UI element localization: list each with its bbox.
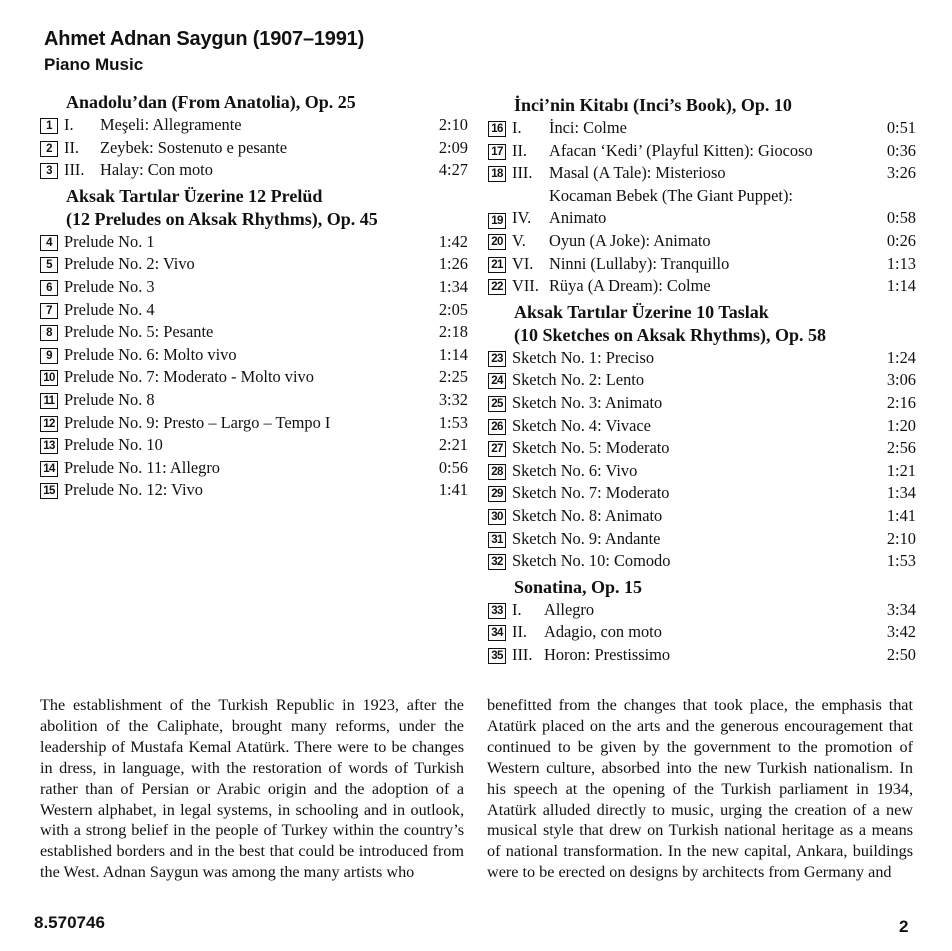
track-number-badge: 25 [488, 396, 506, 412]
track-duration: 3:34 [886, 599, 916, 619]
track-number-badge: 14 [40, 461, 58, 477]
track-title-text: Prelude No. 6: Molto vivo [64, 344, 237, 364]
album-subtitle: Piano Music [44, 55, 144, 74]
track-number-badge: 22 [488, 279, 506, 295]
track-title-text: Prelude No. 2: Vivo [64, 254, 195, 274]
movement-numeral: III. [64, 160, 85, 180]
track-title [512, 415, 887, 438]
track-title-text: Allegro [544, 599, 595, 619]
track-duration: 2:10 [886, 528, 916, 548]
track-title [64, 412, 439, 435]
track-number-badge: 10 [40, 370, 58, 386]
inci-track-list [488, 117, 916, 298]
track-row [488, 599, 916, 622]
track-number-badge: 13 [40, 438, 58, 454]
track-duration: 1:21 [886, 460, 916, 480]
track-duration: 1:13 [886, 253, 916, 273]
track-title-text: Prelude No. 7: Moderato - Molto vivo [64, 367, 314, 387]
track-duration: 1:41 [886, 505, 916, 525]
track-row [40, 114, 468, 137]
track-number-badge: 27 [488, 441, 506, 457]
track-title-text: Horon: Prestissimo [544, 644, 671, 664]
track-duration: 1:20 [886, 415, 916, 435]
track-number-badge: 29 [488, 486, 506, 502]
track-number-badge: 15 [40, 483, 58, 499]
movement-numeral: II. [512, 140, 528, 160]
track-title [64, 299, 439, 322]
track-title-text: Prelude No. 3 [64, 276, 155, 296]
track-title [544, 621, 887, 644]
track-row [40, 137, 468, 160]
track-duration: 0:51 [886, 118, 916, 137]
track-title-text: Halay: Con moto [100, 160, 213, 180]
track-duration: 0:56 [438, 457, 468, 477]
track-title-text: Zeybek: Sostenuto e pesante [100, 137, 288, 157]
track-row [488, 550, 916, 573]
track-duration: 3:06 [886, 370, 916, 390]
track-duration: 1:14 [438, 344, 468, 364]
track-title [544, 599, 887, 622]
track-row [488, 482, 916, 505]
track-row [40, 457, 468, 480]
movement-numeral: III. [512, 163, 533, 183]
track-row [40, 276, 468, 299]
track-title-text: Sketch No. 1: Preciso [512, 347, 655, 367]
track-row [488, 253, 916, 276]
track-title [100, 137, 439, 160]
movement-numeral: III. [512, 644, 533, 664]
track-row [488, 621, 916, 644]
track-row [488, 392, 916, 415]
track-title [64, 457, 439, 480]
track-title-text: Prelude No. 8 [64, 389, 155, 409]
track-duration: 1:26 [438, 254, 468, 274]
track-title [512, 392, 887, 415]
track-title-text: Oyun (A Joke): Animato [549, 230, 711, 250]
track-title-text: Sketch No. 9: Andante [512, 528, 661, 548]
movement-numeral: I. [64, 115, 74, 134]
track-duration: 2:50 [886, 644, 916, 664]
work-title-inci: İnci’nin Kitabı (Inci’s Book), Op. 10 [514, 95, 792, 115]
anatolia-track-list [40, 114, 468, 182]
track-title-text: Sketch No. 7: Moderato [512, 483, 670, 503]
track-number-badge: 32 [488, 554, 506, 570]
track-duration: 2:10 [438, 115, 468, 134]
track-row [40, 231, 468, 254]
essay-paragraph-left: The establishment of the Turkish Republic in 1923, after the abolition of the Caliphate, brought many reforms, under the leadership of Mustafa Kemal Atatürk. There were to be changes in dress, in language, with the restoration of words of Turkish rather than of Persian or Arabic origin and the adoption of a Western alphabet, in legal systems, in schooling and in outlook, with a strong belief in the people of Turkey within the country’s established borders and in the best that could be introduced from the West. Adnan Saygun was among the many artists who [40, 696, 464, 882]
track-row [40, 159, 468, 182]
track-number-badge: 17 [488, 144, 506, 160]
track-duration: 2:56 [886, 438, 916, 458]
movement-numeral: VI. [512, 253, 534, 273]
track-duration: 2:05 [438, 299, 468, 319]
track-title-text: İnci: Colme [549, 118, 627, 137]
track-title-text: Sketch No. 3: Animato [512, 392, 663, 412]
track-title [549, 140, 887, 163]
work-subtitle-preludes: (12 Preludes on Aksak Rhythms), Op. 45 [66, 208, 378, 229]
track-title-text: Sketch No. 10: Comodo [512, 551, 671, 571]
track-number-badge: 11 [40, 393, 58, 409]
album-title: Ahmet Adnan Saygun (1907–1991) [44, 28, 365, 50]
track-title [544, 644, 887, 667]
track-row [488, 347, 916, 370]
track-row [488, 185, 916, 230]
preludes-track-list [40, 231, 468, 502]
track-number-badge: 6 [40, 280, 58, 296]
work-title-preludes: Aksak Tartılar Üzerine 12 Prelüd [66, 185, 323, 206]
track-title-continuation: Animato [549, 208, 607, 228]
track-row [40, 389, 468, 412]
track-title-text: Prelude No. 5: Pesante [64, 322, 214, 342]
track-title [512, 369, 887, 392]
track-title-text: Meşeli: Allegramente [100, 115, 242, 134]
track-row [40, 479, 468, 502]
track-title [512, 437, 887, 460]
track-row [488, 460, 916, 483]
work-title-sonatina: Sonatina, Op. 15 [514, 576, 643, 597]
track-number-badge: 21 [488, 257, 506, 273]
track-duration: 1:34 [438, 276, 468, 296]
track-title-text: Masal (A Tale): Misterioso [549, 163, 726, 183]
track-number-badge: 3 [40, 163, 58, 179]
track-number-badge: 23 [488, 351, 506, 367]
track-row [40, 434, 468, 457]
track-title-text: Kocaman Bebek (The Giant Puppet): [549, 185, 793, 205]
work-subtitle-sketches: (10 Sketches on Aksak Rhythms), Op. 58 [514, 324, 827, 345]
track-row [488, 415, 916, 438]
track-duration: 0:26 [886, 230, 916, 250]
track-duration: 2:18 [438, 322, 468, 342]
track-title [64, 344, 439, 367]
track-duration: 1:53 [438, 412, 468, 432]
track-number-badge: 35 [488, 648, 506, 664]
track-row [488, 644, 916, 667]
track-duration: 3:42 [886, 622, 916, 642]
track-duration: 2:21 [438, 435, 468, 455]
track-duration: 1:24 [886, 347, 916, 367]
track-title-text: Sketch No. 4: Vivace [512, 415, 651, 435]
track-title [549, 253, 887, 276]
track-number-badge: 18 [488, 166, 506, 182]
track-duration: 2:25 [438, 367, 468, 387]
movement-numeral: II. [64, 137, 80, 157]
track-title-text: Sketch No. 6: Vivo [512, 460, 638, 480]
sketches-track-list [488, 347, 916, 573]
track-duration: 1:53 [886, 551, 916, 571]
track-title [549, 275, 887, 298]
track-duration: 1:34 [886, 483, 916, 503]
essay-paragraph-right: benefitted from the changes that took place, the emphasis that Atatürk placed on the arts and the generous encouragement that continued to be given by the government to the promotion of Western culture, absorbed into the new Turkish nationalism. In his speech at the opening of the Turkish parliament in 1934, Atatürk alluded directly to music, urging the creation of a new musical style that drew on Turkish national heritage as a means of national transformation. In the new capital, Ankara, buildings were to be erected on designs by architects from Germany and [487, 696, 913, 882]
track-title-text: Ninni (Lullaby): Tranquillo [549, 253, 730, 273]
track-duration: 0:58 [886, 208, 916, 228]
track-title [549, 162, 887, 185]
page-number: 2 [899, 917, 909, 936]
work-title-sketches: Aksak Tartılar Üzerine 10 Taslak [514, 301, 769, 322]
track-title [549, 117, 887, 140]
track-title-text: Prelude No. 9: Presto – Largo – Tempo I [64, 412, 331, 432]
track-title-text: Prelude No. 1 [64, 231, 155, 251]
track-number-badge: 19 [488, 213, 506, 229]
track-number-badge: 34 [488, 625, 506, 641]
track-title-text: Prelude No. 11: Allegro [64, 457, 220, 477]
track-row [488, 230, 916, 253]
track-row [40, 344, 468, 367]
track-title [64, 321, 439, 344]
track-title [64, 434, 439, 457]
track-duration: 2:16 [886, 392, 916, 412]
track-number-badge: 2 [40, 141, 58, 157]
track-title-text: Sketch No. 8: Animato [512, 505, 663, 525]
track-row [40, 321, 468, 344]
track-number-badge: 26 [488, 419, 506, 435]
track-title [64, 253, 439, 276]
track-title-text: Prelude No. 12: Vivo [64, 480, 203, 500]
track-row [488, 369, 916, 392]
track-number-badge: 28 [488, 464, 506, 480]
track-number-badge: 33 [488, 603, 506, 619]
track-row [488, 437, 916, 460]
track-duration: 1:42 [438, 231, 468, 251]
track-row [488, 275, 916, 298]
track-title [512, 528, 887, 551]
movement-numeral: I. [512, 599, 522, 619]
track-duration: 1:14 [886, 276, 916, 296]
track-title-text: Rüya (A Dream): Colme [549, 276, 711, 296]
left-tracklist-column [40, 91, 468, 502]
track-title [512, 550, 887, 573]
movement-numeral: V. [512, 230, 526, 250]
track-number-badge: 8 [40, 325, 58, 341]
catalog-number: 8.570746 [34, 913, 105, 932]
track-number-badge: 20 [488, 234, 506, 250]
track-title-text: Sketch No. 5: Moderato [512, 438, 670, 458]
track-title-text: Adagio, con moto [544, 622, 662, 642]
track-duration: 3:32 [438, 389, 468, 409]
track-number-badge: 30 [488, 509, 506, 525]
movement-numeral: II. [512, 622, 528, 642]
track-title-text: Sketch No. 2: Lento [512, 370, 645, 390]
track-number-badge: 5 [40, 257, 58, 273]
track-row [488, 528, 916, 551]
track-title [100, 114, 439, 137]
track-title [549, 230, 887, 253]
track-title [512, 460, 887, 483]
track-title [64, 479, 439, 502]
track-title-text: Prelude No. 4 [64, 299, 155, 319]
track-number-badge: 16 [488, 121, 506, 137]
movement-numeral: VII. [512, 276, 539, 296]
track-row [488, 117, 916, 140]
track-row [488, 505, 916, 528]
track-duration: 3:26 [886, 163, 916, 183]
track-number-badge: 7 [40, 303, 58, 319]
track-row [40, 366, 468, 389]
track-title [100, 159, 439, 182]
track-duration: 2:09 [438, 137, 468, 157]
track-title [64, 366, 439, 389]
track-row [488, 162, 916, 185]
track-number-badge: 9 [40, 348, 58, 364]
track-title [549, 185, 887, 230]
right-tracklist-column [488, 94, 916, 666]
movement-numeral: IV. [512, 208, 532, 228]
track-title [64, 389, 439, 412]
track-row [40, 253, 468, 276]
sonatina-track-list [488, 599, 916, 667]
work-title-anatolia: Anadolu’dan (From Anatolia), Op. 25 [66, 92, 356, 112]
track-title [512, 482, 887, 505]
movement-numeral: I. [512, 118, 522, 137]
track-title-text: Afacan ‘Kedi’ (Playful Kitten): Giocoso [549, 140, 813, 160]
track-duration: 1:41 [438, 480, 468, 500]
track-row [488, 140, 916, 163]
track-number-badge: 4 [40, 235, 58, 251]
track-title-text: Prelude No. 10 [64, 435, 163, 455]
track-number-badge: 24 [488, 373, 506, 389]
track-title [64, 276, 439, 299]
track-number-badge: 31 [488, 532, 506, 548]
track-row [40, 299, 468, 322]
track-title [64, 231, 439, 254]
track-number-badge: 1 [40, 118, 58, 134]
track-row [40, 412, 468, 435]
track-title [512, 505, 887, 528]
track-number-badge: 12 [40, 416, 58, 432]
track-duration: 4:27 [438, 160, 468, 180]
track-duration: 0:36 [886, 140, 916, 160]
track-title [512, 347, 887, 370]
